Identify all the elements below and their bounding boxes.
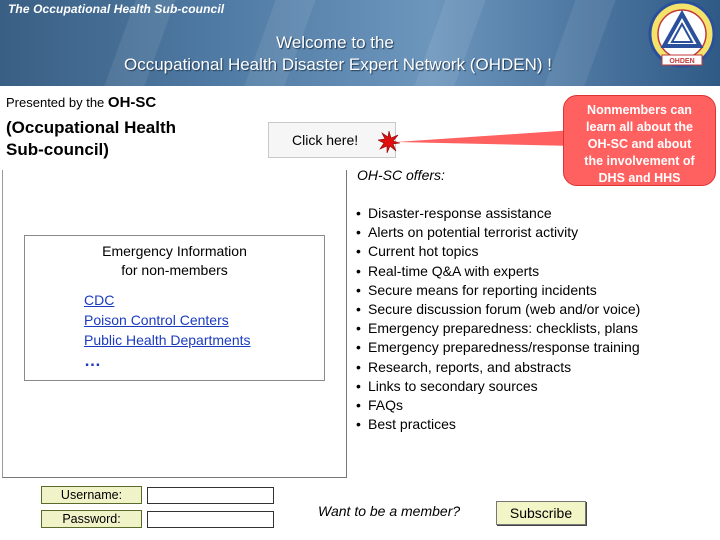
presented-by-label: Presented by the bbox=[6, 95, 105, 110]
emergency-title-line1: Emergency Information bbox=[102, 243, 247, 259]
callout-line: learn all about the bbox=[586, 120, 693, 134]
membership-prompt: Want to be a member? bbox=[318, 503, 461, 519]
offers-item: • Secure discussion forum (web and/or voice) bbox=[356, 300, 640, 319]
emergency-info-title bbox=[25, 242, 324, 280]
offers-item: • Disaster-response assistance bbox=[356, 204, 640, 223]
offers-item: • FAQs bbox=[356, 396, 640, 415]
callout-line: DHS and HHS bbox=[598, 171, 681, 185]
callout-line: Nonmembers can bbox=[587, 103, 692, 117]
org-name-line1: (Occupational Health bbox=[6, 118, 177, 137]
offers-item: • Current hot topics bbox=[356, 242, 640, 261]
header-banner bbox=[0, 0, 720, 86]
offers-item: • Links to secondary sources bbox=[356, 377, 640, 396]
offers-item: • Best practices bbox=[356, 415, 640, 434]
click-here-button[interactable]: Click here! bbox=[268, 122, 396, 158]
logo-label: OHDEN bbox=[669, 58, 695, 65]
ohden-logo-icon bbox=[648, 0, 716, 72]
password-label: Password: bbox=[41, 510, 142, 528]
offers-heading: OH-SC offers: bbox=[357, 167, 445, 183]
nonmembers-callout[interactable] bbox=[563, 95, 716, 186]
offers-item: • Secure means for reporting incidents bbox=[356, 281, 640, 300]
callout-pointer bbox=[396, 128, 576, 158]
offers-item: • Emergency preparedness: checklists, plans bbox=[356, 319, 640, 338]
offers-item: • Alerts on potential terrorist activity bbox=[356, 223, 640, 242]
offers-item: • Research, reports, and abstracts bbox=[356, 358, 640, 377]
org-full-name bbox=[6, 117, 176, 161]
username-field[interactable] bbox=[147, 487, 274, 504]
more-links-ellipsis[interactable]: … bbox=[84, 351, 102, 370]
presented-by-text bbox=[6, 94, 156, 111]
emergency-title-line2: for non-members bbox=[121, 262, 228, 278]
callout-line: OH-SC and about bbox=[587, 137, 692, 151]
welcome-heading-line2: Occupational Health Disaster Expert Network (OHDEN) ! bbox=[124, 55, 552, 74]
subscribe-button[interactable]: Subscribe bbox=[496, 501, 586, 525]
callout-line: the involvement of bbox=[584, 154, 695, 168]
banner-title: The Occupational Health Sub-council bbox=[8, 2, 225, 16]
offers-item: • Real-time Q&A with experts bbox=[356, 262, 640, 281]
cdc-link[interactable]: CDC bbox=[84, 292, 115, 308]
password-field[interactable] bbox=[147, 511, 274, 528]
public-health-departments-link[interactable]: Public Health Departments bbox=[84, 332, 251, 348]
offers-item: • Emergency preparedness/response training bbox=[356, 338, 640, 357]
offers-list bbox=[356, 204, 640, 434]
presented-by-org: OH-SC bbox=[107, 94, 157, 111]
welcome-heading-line1: Welcome to the bbox=[276, 33, 394, 52]
poison-control-link[interactable]: Poison Control Centers bbox=[84, 312, 229, 328]
org-name-line2: Sub-council) bbox=[6, 140, 109, 159]
username-label: Username: bbox=[41, 486, 142, 504]
emergency-info-box bbox=[24, 235, 325, 381]
